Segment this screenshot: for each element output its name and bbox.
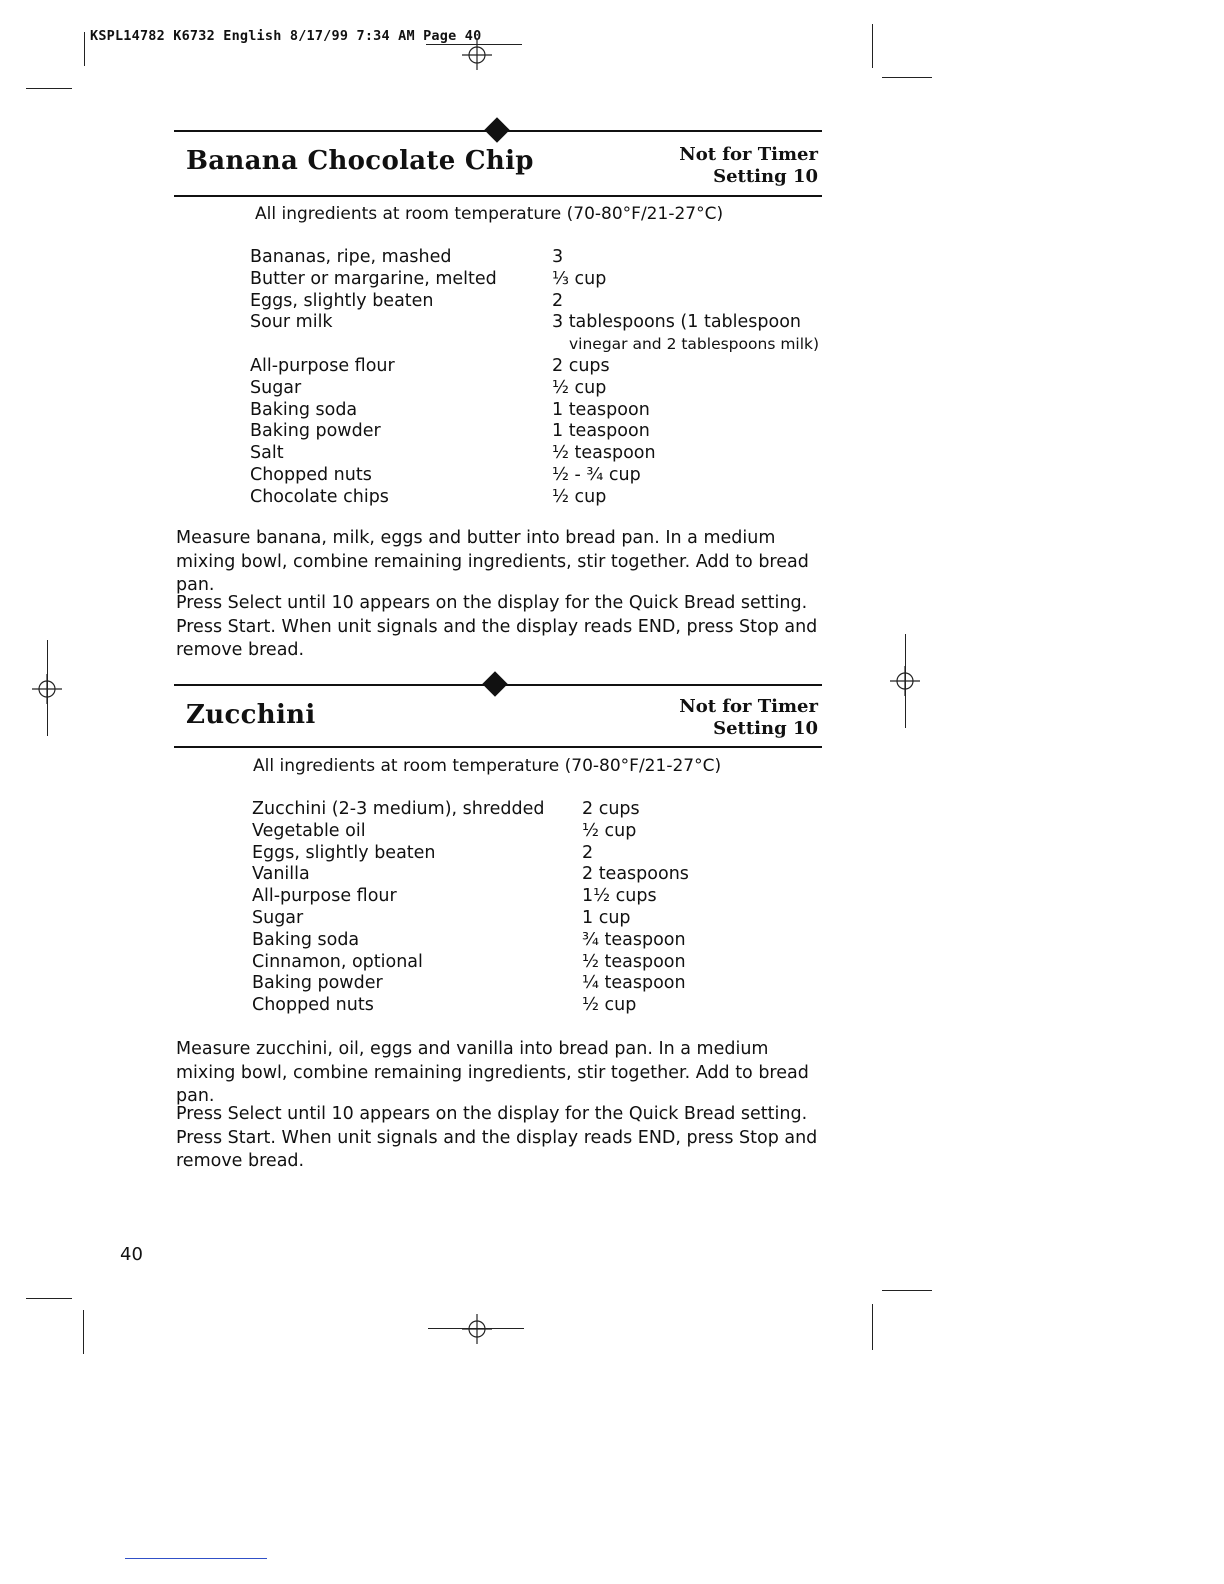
ingredient-row	[252, 799, 689, 821]
temperature-note: All ingredients at room temperature (70-80°F/21-27°C)	[255, 204, 724, 224]
ingredient-row	[252, 952, 689, 974]
instruction-paragraph: Measure zucchini, oil, eggs and vanilla into bread pan. In a medium mixing bowl, combine remaining ingredients, stir together. Add to bread pan.	[176, 1039, 809, 1106]
ingredient-name: All-purpose flour	[252, 886, 397, 907]
ingredient-amount: 1 teaspoon	[552, 421, 650, 442]
ingredient-amount: ½ cup	[552, 486, 607, 507]
crop-mark	[872, 1304, 873, 1350]
ingredient-row	[250, 312, 819, 334]
registration-mark-icon	[32, 674, 62, 704]
diamond-ornament-icon	[484, 117, 509, 142]
ingredient-amount: ½ teaspoon	[582, 951, 686, 972]
ingredient-name: Zucchini (2-3 medium), shredded	[252, 799, 545, 819]
crop-mark	[84, 32, 85, 66]
ingredient-row	[250, 443, 819, 465]
ingredient-row	[250, 247, 819, 269]
section-rule	[174, 746, 822, 748]
ingredient-amount: 3 tablespoons (1 tablespoon	[552, 312, 802, 333]
ingredient-name: Baking powder	[252, 973, 383, 994]
ingredient-row	[250, 421, 819, 443]
ingredient-amount: ⅓ cup	[552, 268, 607, 289]
ingredient-name: Cinnamon, optional	[252, 951, 423, 972]
link-underline	[125, 1558, 267, 1559]
ingredient-name: Chopped nuts	[252, 995, 374, 1016]
ingredient-name: Chopped nuts	[250, 464, 372, 485]
ingredient-row	[250, 334, 819, 356]
ingredient-name: Vegetable oil	[252, 820, 366, 841]
ingredient-name: Sour milk	[250, 312, 333, 333]
ingredient-amount: ½ - ¾ cup	[552, 464, 641, 485]
registration-mark-icon	[462, 40, 492, 70]
ingredient-amount: 1 teaspoon	[552, 399, 650, 420]
ingredient-amount: 3	[552, 247, 564, 267]
ingredient-row	[252, 821, 689, 843]
not-for-timer-label: Not for Timer	[679, 144, 818, 165]
ingredient-name: Salt	[250, 443, 284, 464]
ingredient-row	[252, 886, 689, 908]
instruction-paragraph: Measure banana, milk, eggs and butter into bread pan. In a medium mixing bowl, combine remaining ingredients, stir together. Add to bread pan.	[176, 528, 809, 595]
recipe-title: Banana Chocolate Chip	[186, 146, 534, 176]
ingredient-name: Sugar	[252, 907, 304, 928]
ingredient-name	[250, 334, 569, 356]
ingredient-amount: 2 cups	[582, 799, 640, 819]
ingredient-name: Eggs, slightly beaten	[252, 842, 436, 863]
not-for-timer-label: Not for Timer	[679, 696, 818, 717]
ingredient-name: Vanilla	[252, 864, 310, 885]
registration-mark-icon	[890, 666, 920, 696]
ingredient-amount: 1½ cups	[582, 886, 657, 907]
setting-label: Setting 10	[713, 166, 818, 187]
ingredient-amount: ½ cup	[582, 820, 637, 841]
page-number: 40	[120, 1244, 143, 1265]
ingredient-amount: ½ cup	[552, 377, 607, 398]
ingredient-row	[250, 378, 819, 400]
crop-mark	[26, 1298, 72, 1299]
ingredient-row	[250, 291, 819, 313]
ingredient-name: All-purpose flour	[250, 355, 395, 376]
ingredient-amount: ½ teaspoon	[552, 443, 656, 464]
print-slug: KSPL14782 K6732 English 8/17/99 7:34 AM Page 40	[90, 28, 482, 44]
instruction-paragraph: Press Select until 10 appears on the display for the Quick Bread setting. Press Start. When unit signals and the display reads END, press Stop and remove bread.	[176, 593, 818, 660]
ingredient-amount: 1 cup	[582, 907, 631, 928]
crop-mark	[872, 24, 873, 68]
section-rule	[174, 195, 822, 197]
ingredient-list	[252, 799, 689, 1017]
ingredient-name: Baking powder	[250, 421, 381, 442]
ingredient-row	[250, 269, 819, 291]
ingredient-row	[252, 843, 689, 865]
crop-mark	[882, 77, 932, 78]
ingredient-name: Butter or margarine, melted	[250, 268, 497, 289]
crop-mark	[83, 1310, 84, 1354]
setting-label: Setting 10	[713, 718, 818, 739]
ingredient-row	[250, 465, 819, 487]
diamond-ornament-icon	[482, 671, 507, 696]
ingredient-amount: vinegar and 2 tablespoons milk)	[569, 335, 820, 354]
ingredient-name: Baking soda	[250, 399, 358, 420]
timer-note	[578, 144, 818, 188]
ingredient-amount: ½ cup	[582, 995, 637, 1016]
ingredient-name: Eggs, slightly beaten	[250, 290, 434, 311]
crop-mark	[882, 1290, 932, 1291]
ingredient-amount: 2	[582, 842, 594, 863]
recipe-title: Zucchini	[186, 700, 316, 730]
ingredient-amount: 2 teaspoons	[582, 864, 689, 885]
crop-mark	[26, 88, 72, 89]
instruction-paragraph: Press Select until 10 appears on the display for the Quick Bread setting. Press Start. When unit signals and the display reads END, press Stop and remove bread.	[176, 1104, 818, 1171]
temperature-note: All ingredients at room temperature (70-80°F/21-27°C)	[253, 756, 722, 776]
ingredient-name: Bananas, ripe, mashed	[250, 247, 452, 267]
ingredient-amount: ¼ teaspoon	[582, 973, 686, 994]
registration-mark-icon	[462, 1314, 492, 1344]
ingredient-row	[252, 995, 689, 1017]
ingredient-row	[252, 908, 689, 930]
ingredient-name: Baking soda	[252, 929, 360, 950]
ingredient-name: Sugar	[250, 377, 302, 398]
ingredient-row	[252, 973, 689, 995]
ingredient-amount: 2 cups	[552, 355, 610, 376]
ingredient-row	[250, 400, 819, 422]
ingredient-row	[250, 487, 819, 509]
ingredient-row	[250, 356, 819, 378]
timer-note	[578, 696, 818, 740]
ingredient-list	[250, 247, 819, 509]
ingredient-name: Chocolate chips	[250, 486, 389, 507]
ingredient-amount: 2	[552, 290, 564, 311]
ingredient-row	[252, 864, 689, 886]
ingredient-amount: ¾ teaspoon	[582, 929, 686, 950]
ingredient-row	[252, 930, 689, 952]
